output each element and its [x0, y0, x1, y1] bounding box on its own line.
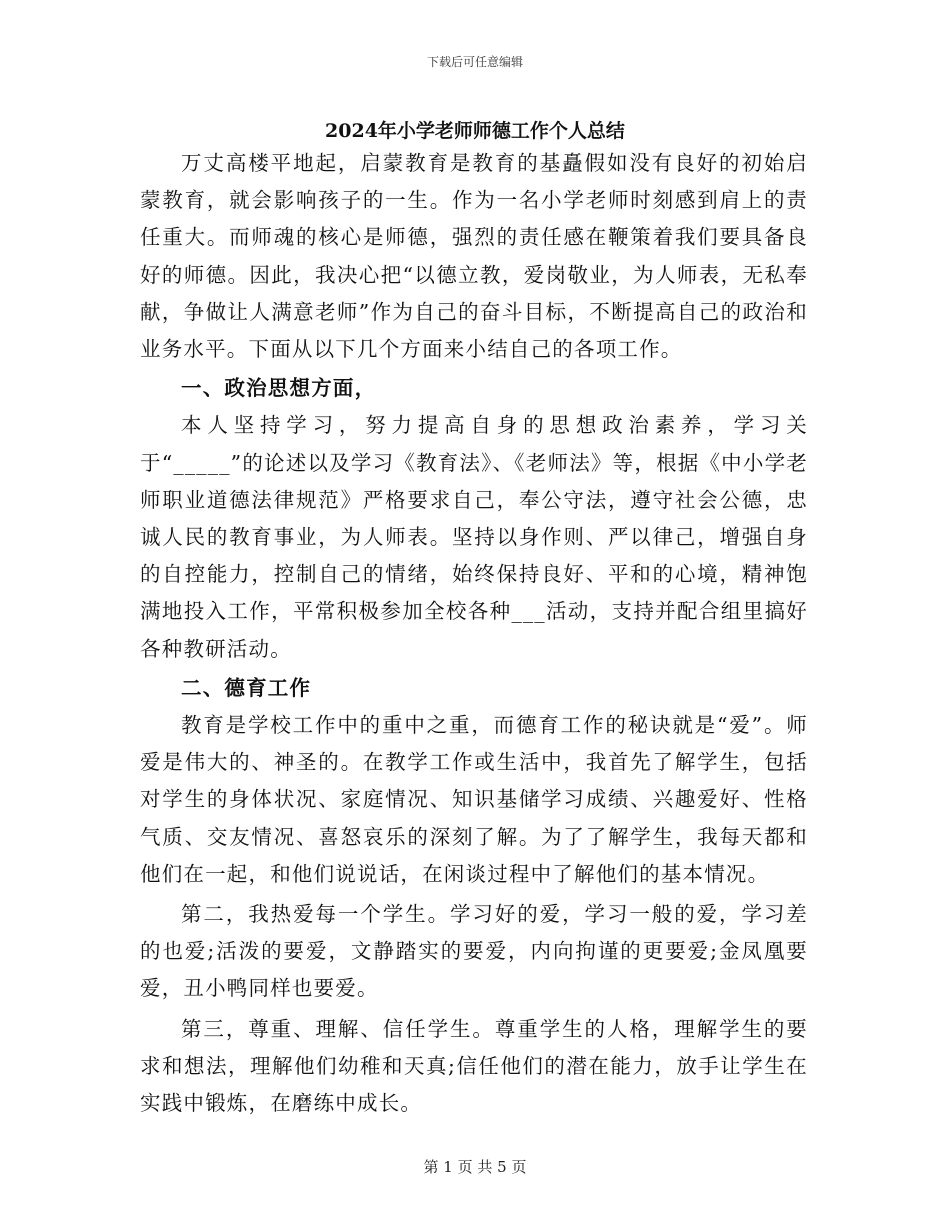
section-paragraph-moral-2: 第二，我热爱每一个学生。学习好的爱，学习一般的爱，学习差的也爱;活泼的要爱，文静踏实的要爱，内向拘谨的更要爱;金凤凰要爱，丑小鸭同样也要爱。 [140, 902, 808, 1001]
section-paragraph-politics: 本人坚持学习，努力提高自身的思想政治素养，学习关于“_____”的论述以及学习《教育法》、《老师法》等，根据《中小学老师职业道德法律规范》严格要求自己，奉公守法，遵守社会公德，忠诚人民的教育事业，为人师表。坚持以身作则、严以律己，增强自身的自控能力，控制自己的情绪，始终保持良好、平和的心境，精神饱满地投入工作，平常积极参加全校各种___活动，支持并配合组里搞好各种教研活动。 [140, 413, 808, 661]
section-paragraph-moral-1: 教育是学校工作中的重中之重，而德育工作的秘诀就是“爱”。师爱是伟大的、神圣的。在教学工作或生活中，我首先了解学生，包括对学生的身体状况、家庭情况、知识基储学习成绩、兴趣爱好、性格气质、交友情况、喜怒哀乐的深刻了解。为了了解学生，我每天都和他们在一起，和他们说说话，在闲谈过程中了解他们的基本情况。 [140, 713, 808, 886]
section-heading-politics: 一、政治思想方面， [181, 376, 377, 401]
page-indicator: 第 1 页 共 5 页 [423, 1158, 527, 1176]
intro-paragraph: 万丈高楼平地起，启蒙教育是教育的基矗假如没有良好的初始启蒙教育，就会影响孩子的一生。作为一名小学老师时刻感到肩上的责任重大。而师魂的核心是师德，强烈的责任感在鞭策着我们要具备良好的师德。因此，我决心把“以德立教，爱岗敬业，为人师表，无私奉献，争做让人满意老师”作为自己的奋斗目标，不断提高自己的政治和业务水平。下面从以下几个方面来小结自己的各项工作。 [140, 151, 808, 362]
document-body [140, 145, 808, 1122]
section-paragraph-moral-3: 第三，尊重、理解、信任学生。尊重学生的人格，理解学生的要求和想法，理解他们幼稚和天真;信任他们的潜在能力，放手让学生在实践中锻炼，在磨练中成长。 [140, 1016, 808, 1116]
header-note: 下载后可任意编辑 [426, 55, 523, 69]
section-heading-moral-education: 二、德育工作 [181, 675, 312, 700]
document-title: 2024年小学老师师德工作个人总结 [325, 120, 625, 142]
